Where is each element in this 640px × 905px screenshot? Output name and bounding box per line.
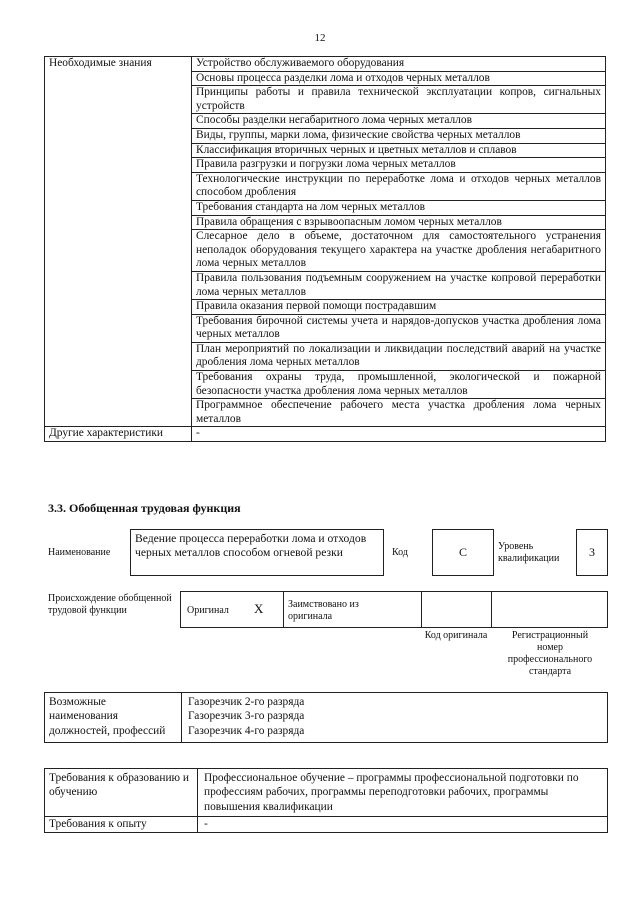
code-original-caption: Код оригинала <box>424 630 488 641</box>
reg-number-caption: Регистрационный номер профессионального стандарта <box>507 630 593 677</box>
education-value: Профессиональное обучение – программы профессиональной подготовки по профессиям рабочих, программы переподготовки рабочих, программы повышения квалификации <box>198 769 608 817</box>
knowledge-item: Требования стандарта на лом черных металлов <box>192 200 606 215</box>
knowledge-item: Правила разгрузки и погрузки лома черных металлов <box>192 158 606 173</box>
position-item: Газорезчик 4-го разряда <box>188 724 305 737</box>
knowledge-item: Требования бирочной системы учета и нарядов-допусков участка дробления лома черных металлов <box>192 314 606 342</box>
education-table <box>44 768 608 833</box>
positions-table <box>44 692 608 743</box>
other-characteristics-label: Другие характеристики <box>45 427 192 442</box>
education-label: Требования к образованию и обучению <box>45 769 198 817</box>
knowledge-item: Основы процесса разделки лома и отходов черных металлов <box>192 71 606 86</box>
knowledge-item: Правила обращения с взрывоопасным ломом черных металлов <box>192 215 606 230</box>
knowledge-item: Принципы работы и правила технической эксплуатации копров, сигнальных устройств <box>192 86 606 114</box>
positions-label: Возможные наименования должностей, профессий <box>45 693 182 743</box>
positions-list <box>182 693 608 743</box>
knowledge-item: Способы разделки негабаритного лома черных металлов <box>192 114 606 129</box>
knowledge-item: Требования охраны труда, промышленной, экологической и пожарной безопасности участка дробления лома черных металлов <box>192 371 606 399</box>
experience-value: - <box>198 817 608 832</box>
level-label: Уровень квалификации <box>498 541 560 564</box>
knowledge-item: Правила оказания первой помощи пострадавшим <box>192 300 606 315</box>
code-value-box <box>432 529 494 576</box>
code-label: Код <box>392 547 408 558</box>
section-title: 3.3. Обобщенная трудовая функция <box>48 501 241 515</box>
knowledge-item: Правила пользования подъемным сооружением на участке копровой переработки лома черных металлов <box>192 271 606 299</box>
original-mark: Х <box>254 601 264 616</box>
knowledge-item: План мероприятий по локализации и ликвидации последствий аварий на участке дробления лома черных металлов <box>192 342 606 370</box>
page-number: 12 <box>314 32 326 44</box>
knowledge-label: Необходимые знания <box>45 57 192 427</box>
position-item: Газорезчик 2-го разряда <box>188 696 305 708</box>
knowledge-item: Виды, группы, марки лома, физические свойства черных металлов <box>192 128 606 143</box>
knowledge-item: Слесарное дело в объеме, достаточном для самостоятельного устранения неполадок оборудования текущего характера на участке дробления негабаритного лома черных металлов <box>192 230 606 272</box>
function-name-box <box>130 529 384 576</box>
original-label: Оригинал <box>187 605 229 616</box>
name-label: Наименование <box>48 547 111 558</box>
experience-label: Требования к опыту <box>45 817 198 832</box>
position-item: Газорезчик 3-го разряда <box>188 710 305 723</box>
origin-box <box>180 591 608 628</box>
knowledge-item: Устройство обслуживаемого оборудования <box>192 57 606 72</box>
knowledge-item: Классификация вторичных черных и цветных металлов и сплавов <box>192 143 606 158</box>
function-name-value: Ведение процесса переработки лома и отходов черных металлов способом огневой резки <box>135 532 367 560</box>
other-characteristics-value: - <box>192 427 606 442</box>
origin-label: Происхождение обобщенной трудовой функции <box>48 593 172 616</box>
level-value: 3 <box>589 545 595 559</box>
knowledge-item: Технологические инструкции по переработке лома и отходов черных металлов способом дробления <box>192 172 606 200</box>
code-value: С <box>458 545 467 559</box>
knowledge-item: Программное обеспечение рабочего места участка дробления лома черных металлов <box>192 399 606 427</box>
borrowed-label: Заимствовано из оригинала <box>288 599 359 622</box>
level-value-box <box>576 529 608 576</box>
knowledge-table <box>44 56 606 442</box>
